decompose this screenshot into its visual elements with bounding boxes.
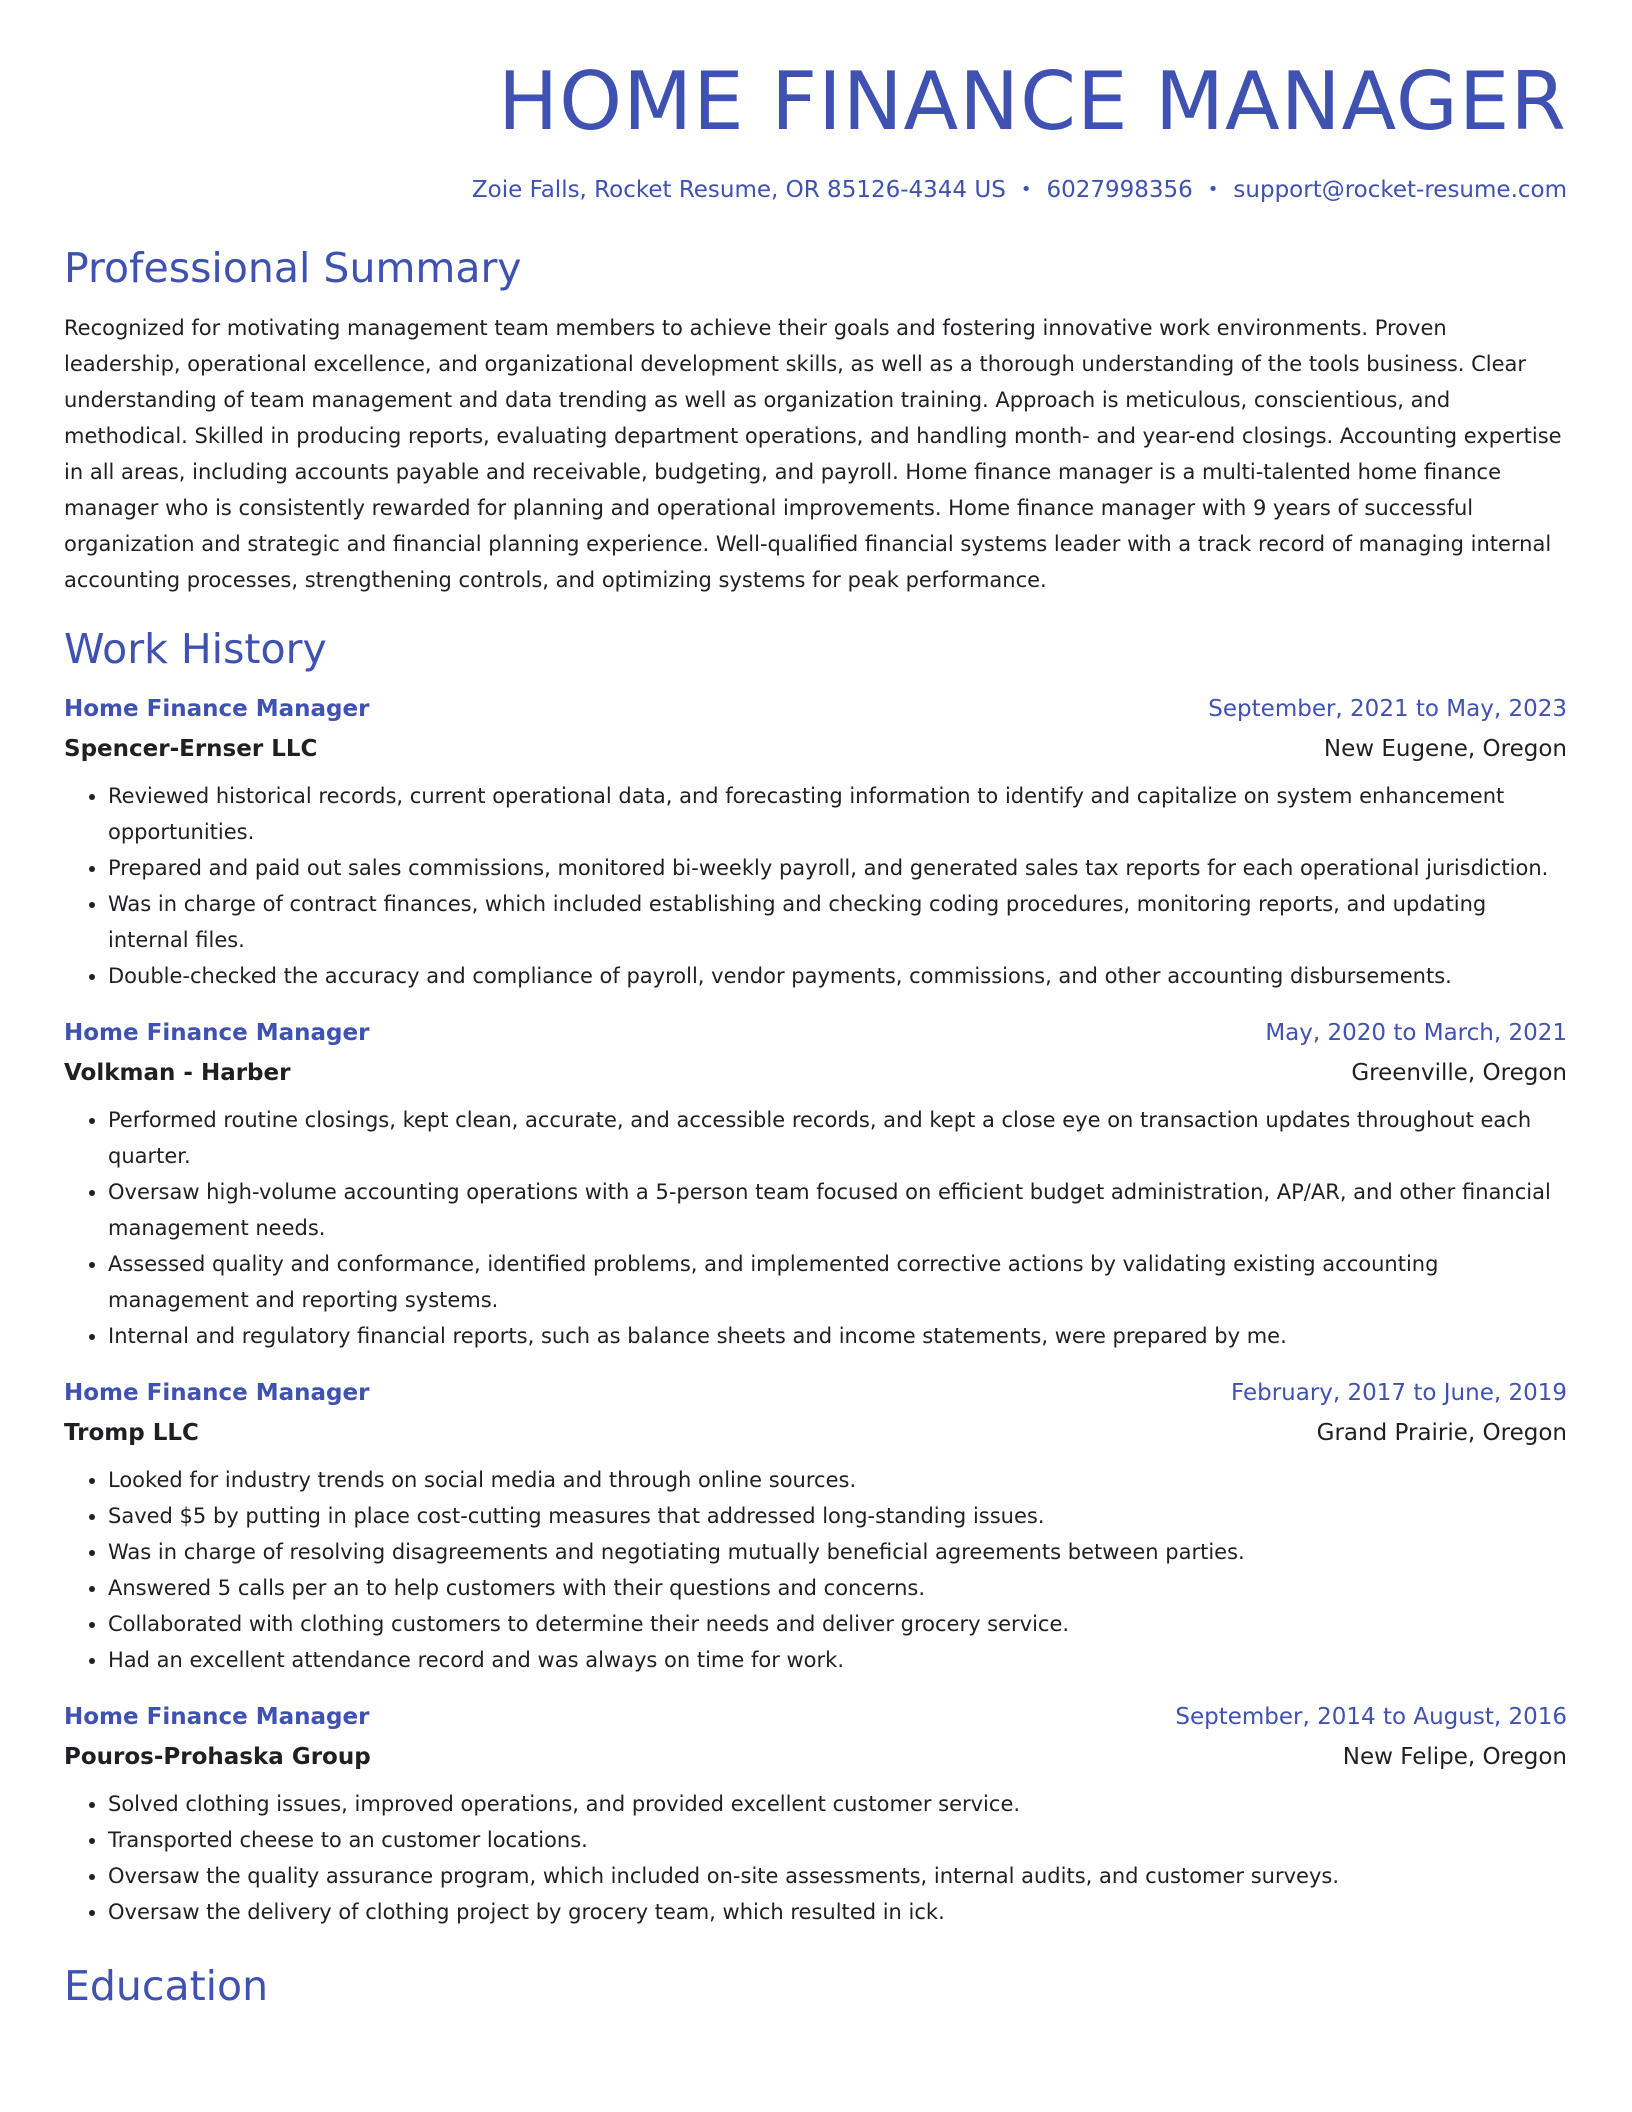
job-subheader — [64, 729, 1567, 769]
job-bullet: • Performed routine closings, kept clean, accurate, and accessible records, and kept a close eye on transaction updates throughout each quarter. — [108, 1102, 1567, 1174]
job-bullet: • Answered 5 calls per an to help customers with their questions and concerns. — [108, 1570, 1567, 1606]
job-dates: September, 2021 to May, 2023 — [1208, 696, 1567, 722]
work-history-heading: Work History — [64, 625, 327, 673]
job-header — [64, 1697, 1567, 1737]
job-bullet: • Collaborated with clothing customers to determine their needs and deliver grocery service. — [108, 1606, 1567, 1642]
job-company: Volkman - Harber — [64, 1060, 291, 1086]
job-company: Pouros-Prohaska Group — [64, 1744, 371, 1770]
job-entry — [64, 1013, 1567, 1354]
job-header — [64, 1013, 1567, 1053]
contact-phone: 6027998356 — [1046, 177, 1193, 203]
job-company: Tromp LLC — [64, 1420, 199, 1446]
job-location: Grand Prairie, Oregon — [1316, 1420, 1567, 1446]
job-dates: May, 2020 to March, 2021 — [1265, 1020, 1567, 1046]
contact-email[interactable]: support@rocket-resume.com — [1233, 177, 1567, 203]
job-bullet: • Oversaw the quality assurance program, which included on-site assessments, internal audits, and customer surveys. — [108, 1858, 1567, 1894]
job-location: New Eugene, Oregon — [1323, 736, 1567, 762]
job-header — [64, 1373, 1567, 1413]
job-bullet: • Oversaw high-volume accounting operations with a 5-person team focused on efficient budget administration, AP/AR, and other financial management needs. — [108, 1174, 1567, 1246]
job-subheader — [64, 1737, 1567, 1777]
job-bullet: • Transported cheese to an customer locations. — [108, 1822, 1567, 1858]
job-location: Greenville, Oregon — [1351, 1060, 1567, 1086]
job-bullet: • Solved clothing issues, improved operations, and provided excellent customer service. — [108, 1786, 1567, 1822]
job-bullets — [64, 1102, 1567, 1354]
job-bullet: • Was in charge of contract finances, which included establishing and checking coding procedures, monitoring reports, and updating internal files. — [108, 886, 1567, 958]
job-dates: September, 2014 to August, 2016 — [1175, 1704, 1567, 1730]
job-dates: February, 2017 to June, 2019 — [1230, 1380, 1567, 1406]
candidate-name: HOME FINANCE MANAGER — [497, 55, 1567, 148]
job-bullets — [64, 1462, 1567, 1678]
job-bullet: • Reviewed historical records, current operational data, and forecasting information to identify and capitalize on system enhancement opportunities. — [108, 778, 1567, 850]
summary-text: Recognized for motivating management team members to achieve their goals and fostering innovative work environments. Proven leadership, operational excellence, and organizational development skills, as well as a thorough understanding of the tools business. Clear understanding of team management and data trending as well as organization training. Approach is meticulous, conscientious, and methodical. Skilled in producing reports, evaluating department operations, and handling month- and year-end closings. Accounting expertise in all areas, including accounts payable and receivable, budgeting, and payroll. Home finance manager is a multi-talented home finance manager who is consistently rewarded for planning and operational improvements. Home finance manager with 9 years of successful organization and strategic and financial planning experience. Well-qualified financial systems leader with a track record of managing internal accounting processes, strengthening controls, and optimizing systems for peak performance. — [64, 316, 1562, 592]
job-bullet: • Saved $5 by putting in place cost-cutting measures that addressed long-standing issues. — [108, 1498, 1567, 1534]
job-subheader — [64, 1413, 1567, 1453]
job-location: New Felipe, Oregon — [1342, 1744, 1567, 1770]
education-heading: Education — [64, 1962, 269, 2010]
job-bullet: • Internal and regulatory financial reports, such as balance sheets and income statements, were prepared by me. — [108, 1318, 1567, 1354]
job-bullet: • Oversaw the delivery of clothing project by grocery team, which resulted in ick. — [108, 1894, 1567, 1930]
job-title: Home Finance Manager — [64, 1704, 370, 1730]
job-title: Home Finance Manager — [64, 1380, 370, 1406]
job-bullet: • Looked for industry trends on social media and through online sources. — [108, 1462, 1567, 1498]
job-bullet: • Had an excellent attendance record and was always on time for work. — [108, 1642, 1567, 1678]
job-entry — [64, 689, 1567, 994]
contact-separator: • — [1020, 179, 1032, 200]
job-bullet: • Was in charge of resolving disagreements and negotiating mutually beneficial agreements between parties. — [108, 1534, 1567, 1570]
job-bullet: • Double-checked the accuracy and compliance of payroll, vendor payments, commissions, and other accounting disbursements. — [108, 958, 1567, 994]
job-bullets — [64, 1786, 1567, 1930]
contact-line — [64, 174, 1567, 206]
job-entry — [64, 1697, 1567, 1930]
summary-heading: Professional Summary — [64, 244, 522, 292]
job-title: Home Finance Manager — [64, 696, 370, 722]
job-subheader — [64, 1053, 1567, 1093]
job-entry — [64, 1373, 1567, 1678]
contact-separator: • — [1207, 179, 1219, 200]
job-bullets — [64, 778, 1567, 994]
contact-address: Zoie Falls, Rocket Resume, OR 85126-4344 US — [471, 177, 1006, 203]
resume-page — [64, 0, 1567, 2012]
job-bullet: • Assessed quality and conformance, identified problems, and implemented corrective actions by validating existing accounting management and reporting systems. — [108, 1246, 1567, 1318]
job-header — [64, 689, 1567, 729]
job-company: Spencer-Ernser LLC — [64, 736, 318, 762]
job-title: Home Finance Manager — [64, 1020, 370, 1046]
job-bullet: • Prepared and paid out sales commissions, monitored bi-weekly payroll, and generated sales tax reports for each operational jurisdiction. — [108, 850, 1567, 886]
